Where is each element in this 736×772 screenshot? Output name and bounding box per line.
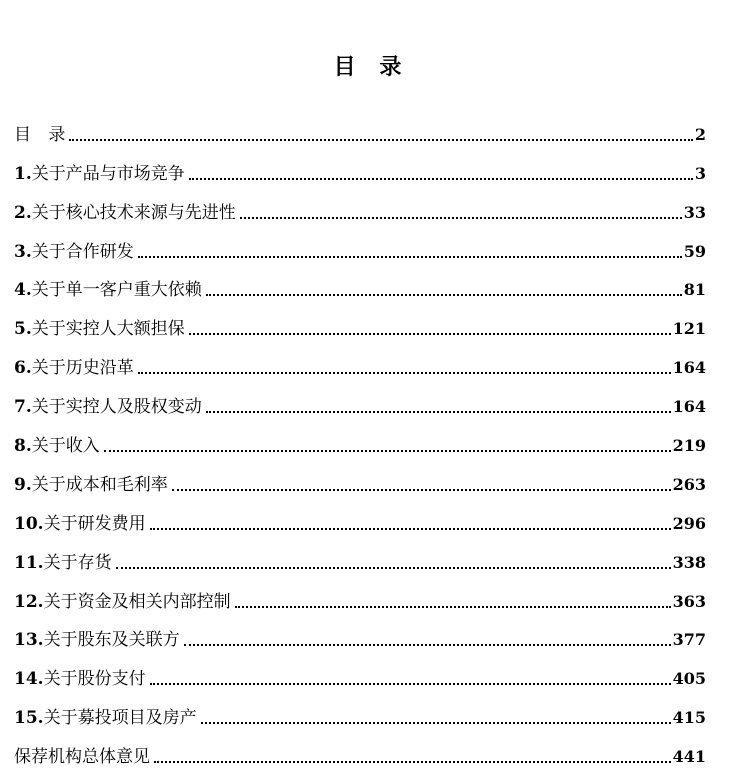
toc-entry-label: 关于资金及相关内部控制 [43, 591, 231, 612]
toc-entry-number: 4. [14, 280, 32, 301]
toc-entry-title [14, 630, 180, 650]
toc-entry-number: 2. [14, 202, 32, 223]
toc-entry[interactable] [14, 300, 706, 339]
toc-entry-label: 关于实控人大额担保 [31, 319, 185, 340]
toc-page-number: 296 [672, 513, 706, 533]
toc-entry-label: 关于研发费用 [43, 513, 146, 534]
toc-entry[interactable] [14, 417, 706, 456]
toc-page-number: 415 [672, 708, 706, 728]
toc-leader-dots [116, 566, 671, 569]
toc-entry-number: 6. [14, 358, 32, 379]
toc-entry-label: 目 录 [14, 124, 66, 145]
toc-leader-dots [189, 177, 693, 180]
toc-entry[interactable] [14, 650, 706, 689]
toc-entry-label: 关于合作研发 [31, 241, 134, 262]
toc-entry-label: 关于产品与市场竞争 [31, 163, 185, 184]
toc-page-number: 219 [672, 436, 706, 456]
toc-entry-title [14, 669, 146, 689]
toc-page-number: 441 [672, 747, 706, 767]
toc-entry-number: 10. [14, 513, 44, 534]
toc-page-number: 3 [694, 163, 706, 183]
toc-leader-dots [138, 371, 671, 374]
toc-page-number: 263 [672, 474, 706, 494]
toc-entry-title [14, 708, 197, 728]
toc-title: 目 录 [333, 55, 403, 80]
toc-entry-number: 13. [14, 630, 44, 651]
toc-entry-label: 关于存货 [43, 552, 112, 573]
toc-page-number: 377 [672, 630, 706, 650]
toc-entry-number: 5. [14, 319, 32, 340]
toc-entry-title [14, 397, 202, 417]
toc-leader-dots [172, 488, 671, 491]
toc-entry[interactable] [14, 184, 706, 223]
toc-entry-number: 3. [14, 241, 32, 262]
toc-leader-dots [150, 527, 671, 530]
toc-entry[interactable] [14, 728, 706, 767]
toc-list [14, 106, 706, 767]
toc-entry-label: 关于历史沿革 [31, 358, 134, 379]
toc-entry-label: 关于收入 [31, 436, 100, 457]
toc-entry[interactable] [14, 378, 706, 417]
toc-entry-title [14, 475, 168, 495]
toc-leader-dots [69, 138, 692, 141]
toc-entry-title [14, 514, 146, 534]
toc-entry-title [14, 242, 134, 262]
toc-page-number: 81 [683, 280, 706, 300]
toc-entry[interactable] [14, 339, 706, 378]
toc-entry-number: 12. [14, 591, 44, 612]
toc-entry[interactable] [14, 573, 706, 612]
toc-page-number: 363 [672, 591, 706, 611]
toc-entry-label: 关于募投项目及房产 [43, 708, 197, 729]
toc-entry-label: 关于单一客户重大依赖 [31, 280, 202, 301]
toc-entry-title [14, 280, 202, 300]
toc-page-number: 338 [672, 552, 706, 572]
toc-entry[interactable] [14, 456, 706, 495]
toc-page-number: 59 [683, 241, 706, 261]
toc-entry-number: 11. [14, 552, 44, 573]
toc-entry-title [14, 436, 100, 456]
toc-page-number: 33 [683, 202, 706, 222]
toc-entry-title [14, 203, 236, 223]
toc-entry-label: 关于实控人及股权变动 [31, 397, 202, 418]
toc-leader-dots [150, 682, 671, 685]
toc-entry-title [14, 592, 231, 612]
toc-entry-number: 1. [14, 163, 32, 184]
toc-leader-dots [189, 332, 671, 335]
toc-leader-dots [154, 760, 671, 763]
toc-leader-dots [206, 410, 671, 413]
toc-page-number: 164 [672, 397, 706, 417]
toc-entry-number: 9. [14, 474, 32, 495]
toc-page-number: 164 [672, 358, 706, 378]
toc-page-number: 2 [694, 124, 706, 144]
toc-entry-number: 7. [14, 397, 32, 418]
toc-leader-dots [235, 605, 671, 608]
toc-entry-title [14, 319, 185, 339]
toc-entry[interactable] [14, 223, 706, 262]
toc-entry-label: 关于股东及关联方 [43, 630, 180, 651]
toc-entry-label: 关于成本和毛利率 [31, 474, 168, 495]
toc-entry-title [14, 358, 134, 378]
toc-entry[interactable] [14, 145, 706, 184]
toc-entry[interactable] [14, 262, 706, 301]
toc-entry[interactable] [14, 612, 706, 651]
toc-page-number: 405 [672, 669, 706, 689]
toc-leader-dots [206, 293, 682, 296]
toc-leader-dots [201, 721, 671, 724]
toc-entry-label: 关于股份支付 [43, 669, 146, 690]
toc-page-number: 121 [672, 319, 706, 339]
toc-entry[interactable] [14, 495, 706, 534]
toc-entry-number: 15. [14, 708, 44, 729]
toc-entry-label: 保荐机构总体意见 [14, 747, 150, 768]
toc-leader-dots [138, 255, 682, 258]
toc-entry[interactable] [14, 689, 706, 728]
toc-entry-number: 14. [14, 669, 44, 690]
toc-entry-title [14, 553, 112, 573]
toc-leader-dots [104, 449, 671, 452]
toc-leader-dots [184, 643, 671, 646]
toc-entry[interactable] [14, 106, 706, 145]
toc-leader-dots [240, 216, 682, 219]
toc-entry-number: 8. [14, 436, 32, 457]
toc-entry-title [14, 164, 185, 184]
toc-entry-label: 关于核心技术来源与先进性 [31, 202, 236, 223]
toc-entry[interactable] [14, 534, 706, 573]
